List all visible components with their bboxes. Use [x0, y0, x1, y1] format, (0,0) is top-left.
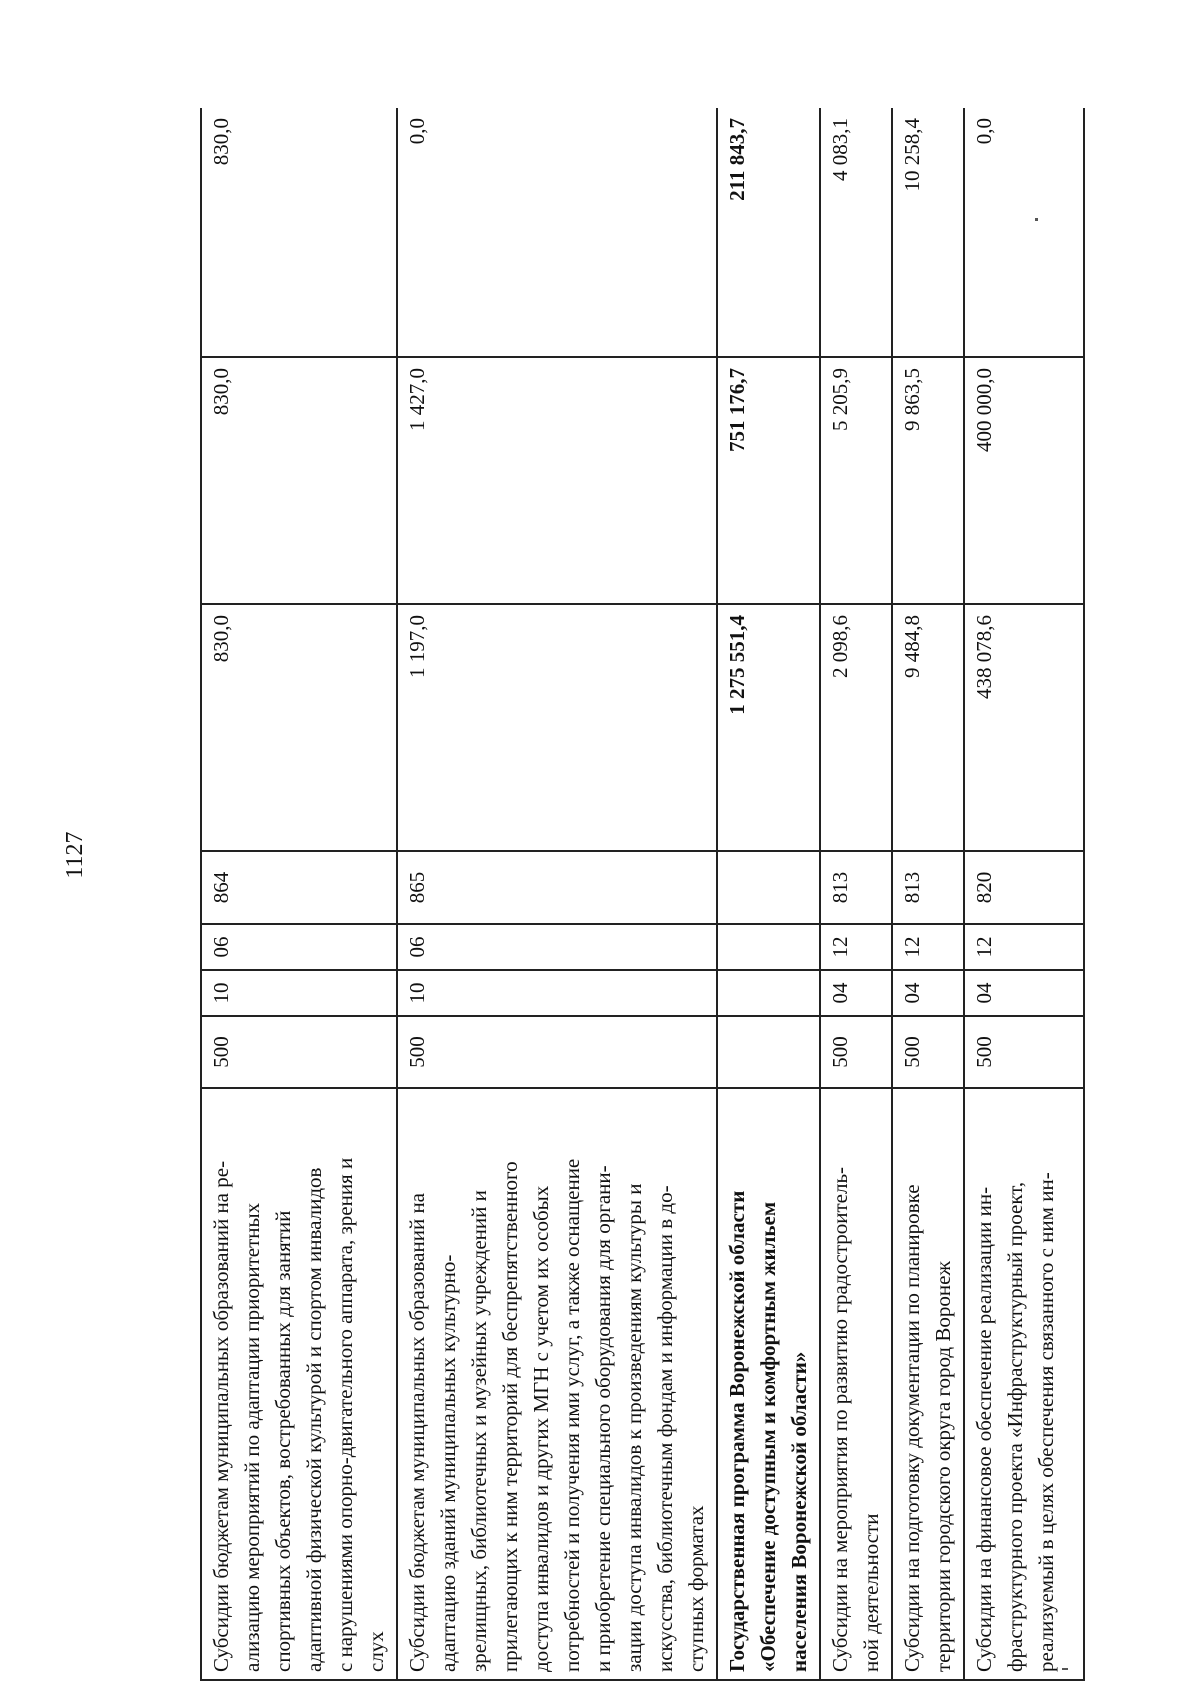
- rz-code-cell: [717, 970, 820, 1016]
- table-row: [717, 108, 820, 1680]
- amount-cell-1: 1 197,0: [397, 604, 717, 851]
- page-number: 1127: [62, 831, 88, 879]
- item-name-line: ной деятельности: [859, 1513, 883, 1672]
- item-name-line: искусства, библиотечным фондам и информации в до-: [653, 1185, 677, 1672]
- item-name-line: ализацию мероприятий по адаптации приоритетных: [240, 1202, 264, 1672]
- vr-code-cell: 864: [201, 851, 397, 924]
- table-row: [964, 108, 1084, 1680]
- amount-cell-2: 1 427,0: [397, 357, 717, 604]
- item-name-line: прилегающих к ним территорий для беспрепятственного: [498, 1161, 522, 1672]
- table-row: [397, 108, 717, 1680]
- amount-cell-3: 4 083,1: [820, 108, 892, 357]
- item-name-cell: [717, 1088, 820, 1680]
- item-name-line: и приобретение специального оборудования для органи-: [591, 1165, 615, 1672]
- table-row: [892, 108, 964, 1680]
- item-name-line: ступных форматах: [684, 1505, 708, 1672]
- pr-code-cell: 12: [820, 924, 892, 970]
- vr-code-cell: 865: [397, 851, 717, 924]
- item-name-cell: [201, 1088, 397, 1680]
- amount-cell-1: 2 098,6: [820, 604, 892, 851]
- grbs-code-cell: 500: [201, 1016, 397, 1088]
- item-name-line: Субсидии на мероприятия по развитию градостроитель-: [828, 1166, 852, 1672]
- item-name-cell: [397, 1088, 717, 1680]
- amount-cell-1: 438 078,6: [964, 604, 1084, 851]
- grbs-code-cell: 500: [964, 1016, 1084, 1088]
- item-name-cell: [964, 1088, 1084, 1680]
- scan-speck: [1035, 218, 1038, 221]
- amount-cell-3: 211 843,7: [717, 108, 820, 357]
- table-row: [820, 108, 892, 1680]
- vr-code-cell: 820: [964, 851, 1084, 924]
- grbs-code-cell: 500: [397, 1016, 717, 1088]
- item-name-line: с нарушениями опорно-двигательного аппарата, зрения и: [333, 1157, 357, 1672]
- grbs-code-cell: 500: [892, 1016, 964, 1088]
- item-name-line: Субсидии на подготовку документации по планировке: [900, 1184, 924, 1672]
- item-name-line: Государственная программа Воронежской области: [725, 1190, 749, 1672]
- item-name-line: потребностей и получения ими услуг, а также оснащение: [560, 1158, 584, 1672]
- item-name-line: зрелищных, библиотечных и музейных учреждений и: [467, 1190, 491, 1672]
- item-name-line: территории городского округа город Воронеж: [931, 1261, 955, 1672]
- item-name-line: фраструктурного проекта «Инфраструктурный проект,: [1003, 1181, 1027, 1672]
- rz-code-cell: 04: [964, 970, 1084, 1016]
- rz-code-cell: 04: [892, 970, 964, 1016]
- rz-code-cell: 10: [397, 970, 717, 1016]
- amount-cell-1: 830,0: [201, 604, 397, 851]
- grbs-code-cell: 500: [820, 1016, 892, 1088]
- item-name-line: слух: [364, 1631, 388, 1672]
- table-row: [201, 108, 397, 1680]
- amount-cell-2: 9 863,5: [892, 357, 964, 604]
- item-name-line: адаптивной физической культурой и спортом инвалидов: [302, 1167, 326, 1672]
- scan-speck: [1062, 1668, 1068, 1670]
- pr-code-cell: [717, 924, 820, 970]
- item-name-line: спортивных объектов, востребованных для занятий: [271, 1210, 295, 1672]
- amount-cell-3: 0,0: [397, 108, 717, 357]
- pr-code-cell: 06: [201, 924, 397, 970]
- item-name-line: «Обеспечение доступным и комфортным жильем: [756, 1201, 780, 1672]
- amount-cell-1: 1 275 551,4: [717, 604, 820, 851]
- rz-code-cell: 10: [201, 970, 397, 1016]
- amount-cell-1: 9 484,8: [892, 604, 964, 851]
- item-name-line: доступа инвалидов и других МГН с учетом их особых: [529, 1185, 553, 1672]
- budget-table: [200, 108, 1085, 1681]
- item-name-line: адаптацию зданий муниципальных культурно-: [436, 1254, 460, 1672]
- amount-cell-3: 830,0: [201, 108, 397, 357]
- amount-cell-3: 0,0: [964, 108, 1084, 357]
- item-name-line: населения Воронежской области»: [787, 1351, 811, 1672]
- amount-cell-2: 5 205,9: [820, 357, 892, 604]
- pr-code-cell: 12: [964, 924, 1084, 970]
- vr-code-cell: 813: [892, 851, 964, 924]
- grbs-code-cell: [717, 1016, 820, 1088]
- item-name-line: Субсидии бюджетам муниципальных образований на: [405, 1192, 429, 1672]
- amount-cell-2: 830,0: [201, 357, 397, 604]
- budget-table-rotated: [200, 108, 1093, 1681]
- rz-code-cell: 04: [820, 970, 892, 1016]
- amount-cell-2: 751 176,7: [717, 357, 820, 604]
- item-name-cell: [820, 1088, 892, 1680]
- item-name-line: Субсидии бюджетам муниципальных образований на ре-: [209, 1160, 233, 1672]
- vr-code-cell: 813: [820, 851, 892, 924]
- item-name-cell: [892, 1088, 964, 1680]
- pr-code-cell: 12: [892, 924, 964, 970]
- item-name-line: реализуемый в целях обеспечения связанного с ним ин-: [1034, 1172, 1058, 1672]
- amount-cell-2: 400 000,0: [964, 357, 1084, 604]
- amount-cell-3: 10 258,4: [892, 108, 964, 357]
- item-name-line: Субсидии на финансовое обеспечение реализации ин-: [972, 1186, 996, 1672]
- table-body: [201, 108, 1084, 1680]
- pr-code-cell: 06: [397, 924, 717, 970]
- item-name-line: зации доступа инвалидов к произведениям культуры и: [622, 1183, 646, 1672]
- budget-table-frame: [200, 108, 1093, 1681]
- vr-code-cell: [717, 851, 820, 924]
